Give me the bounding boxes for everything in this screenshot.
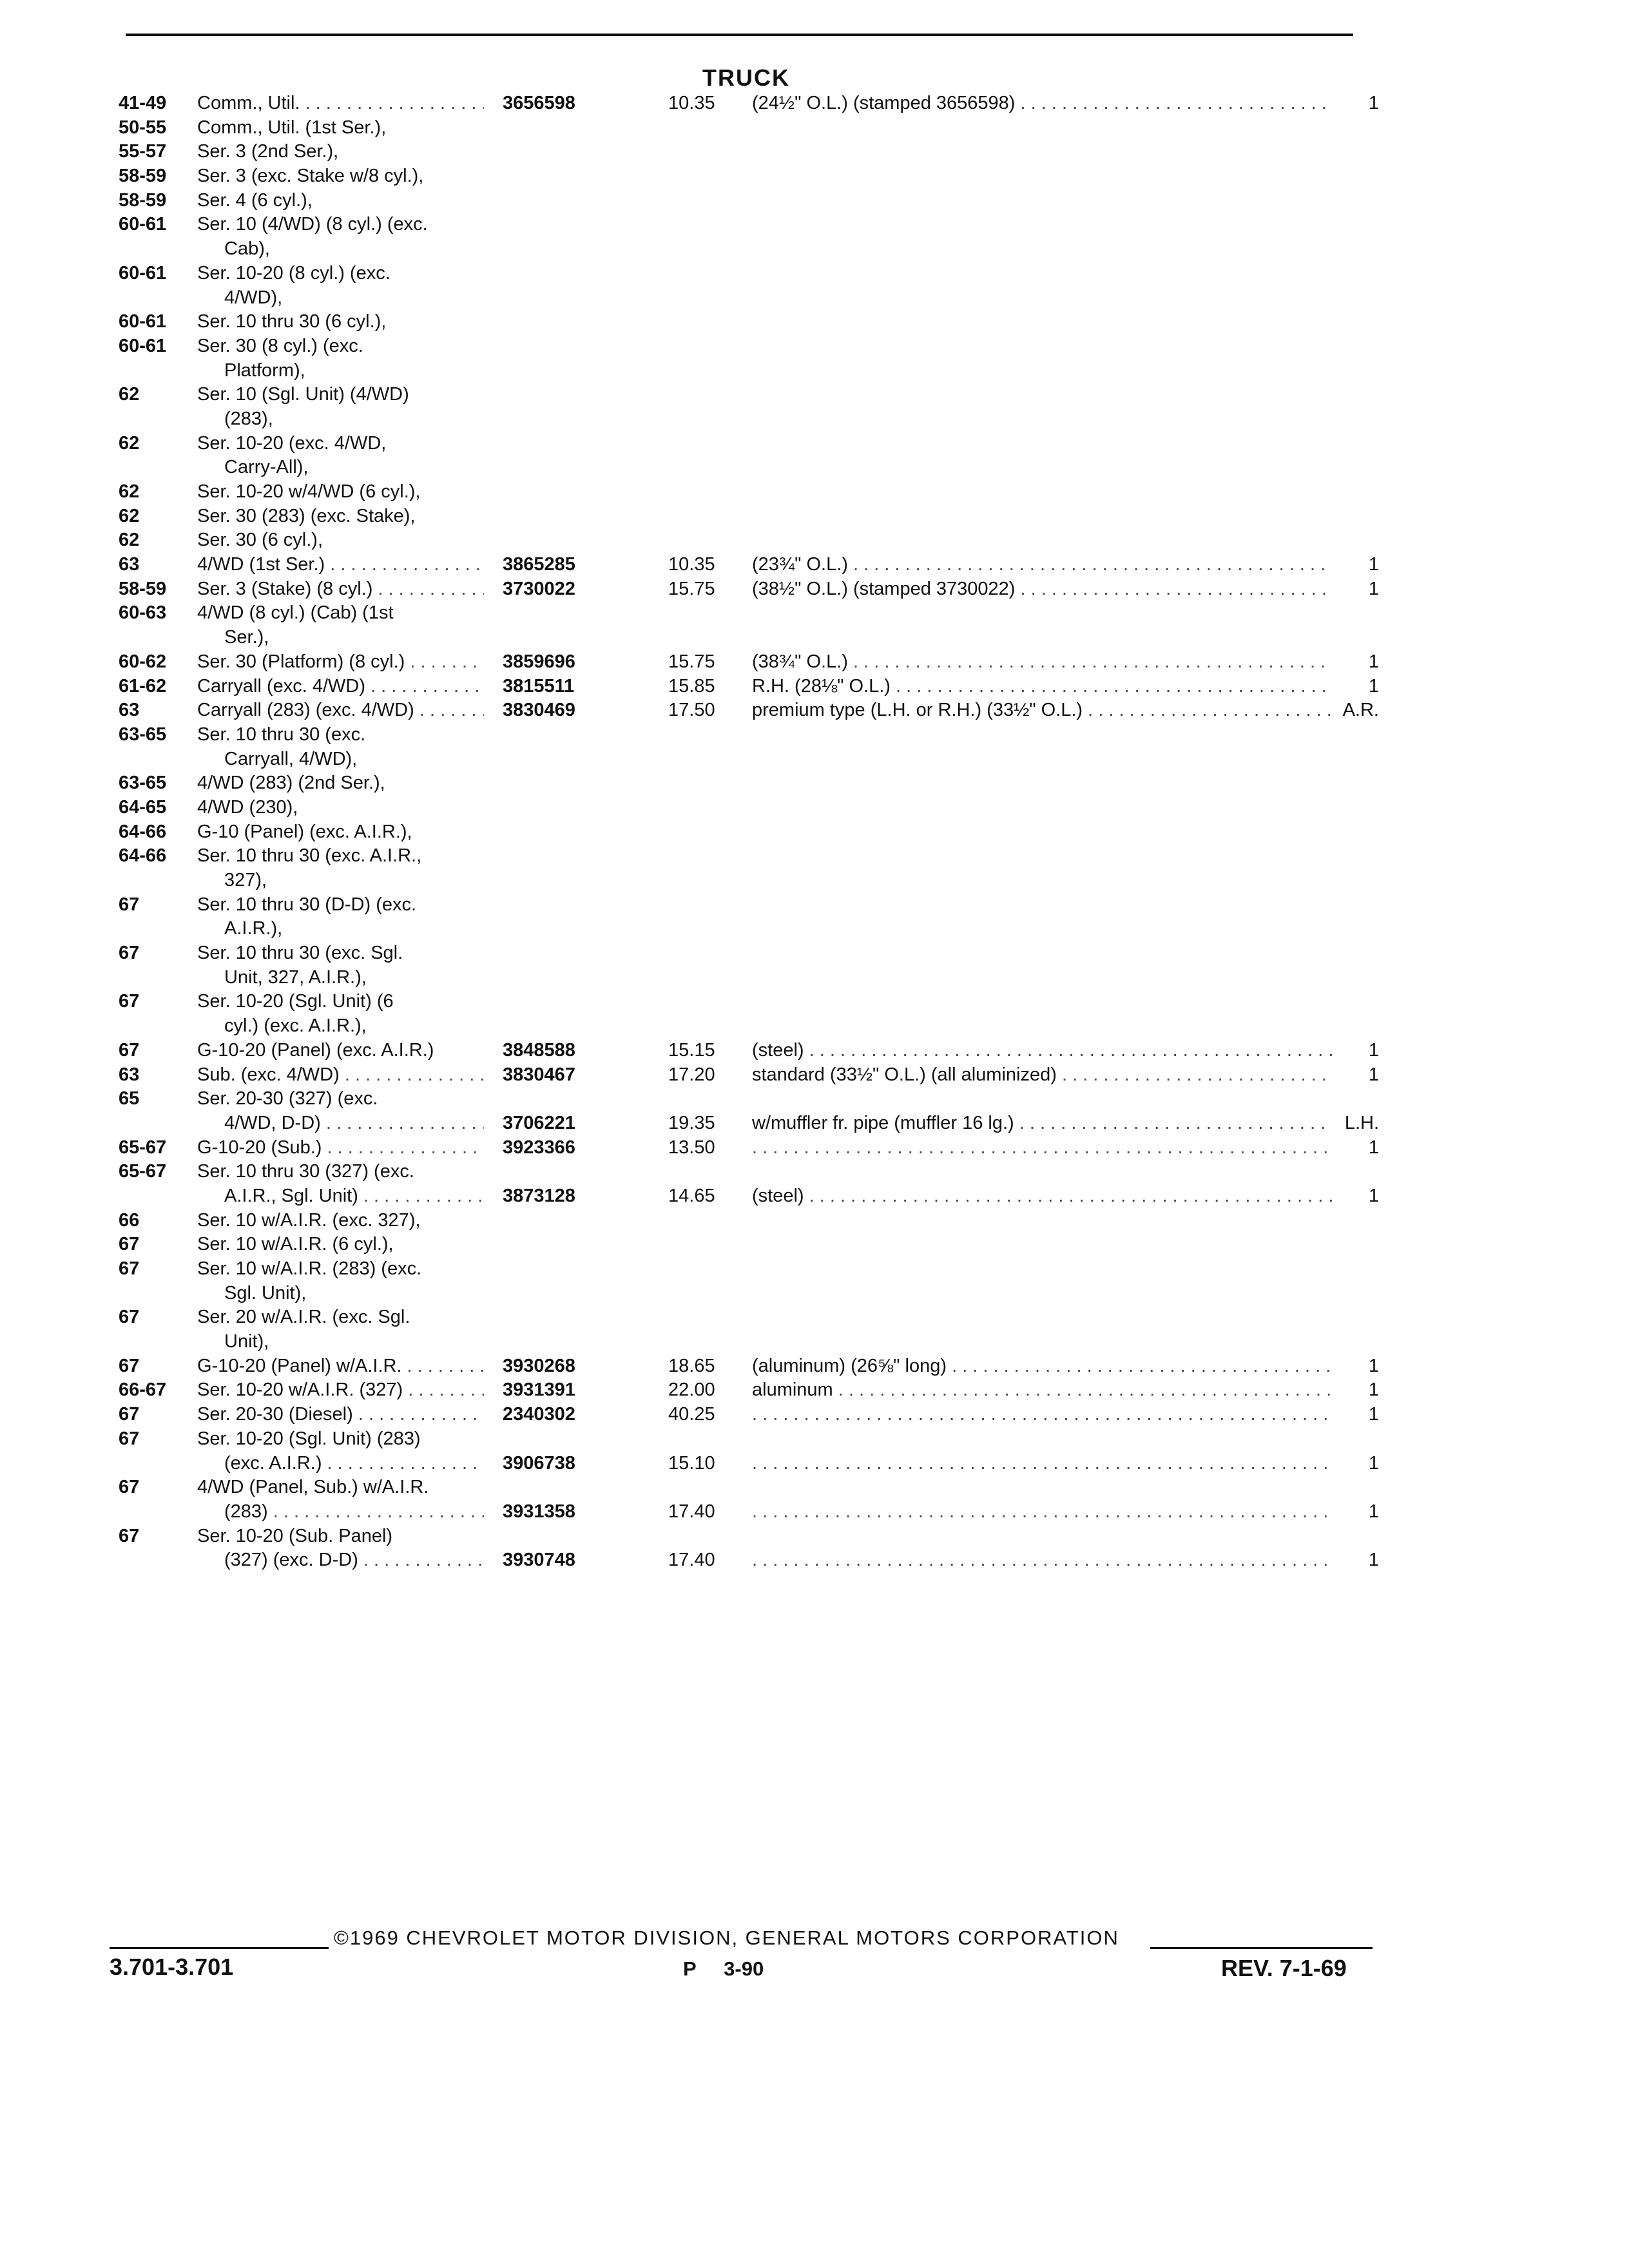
part-number: 3830467	[503, 1064, 575, 1085]
table-row	[0, 528, 1629, 553]
description: (24½" O.L.) (stamped 3656598) . . .	[752, 91, 1332, 116]
description: (38¾" O.L.) . . .	[752, 650, 1332, 675]
table-row	[0, 334, 1629, 359]
table-row	[0, 1548, 1629, 1573]
table-row	[0, 407, 1629, 432]
table-row	[0, 626, 1629, 650]
parts-list	[0, 91, 1629, 1573]
application: Ser. 30 (8 cyl.) (exc.	[197, 335, 363, 356]
part-number: 3815511	[503, 675, 575, 697]
quantity: 1	[1368, 1064, 1379, 1085]
application: Carryall (283) (exc. 4/WD) . . .	[197, 698, 484, 723]
table-row	[0, 941, 1629, 966]
application: A.I.R.),	[224, 918, 283, 939]
model-year: 60-61	[119, 262, 167, 284]
description	[752, 1403, 1332, 1427]
table-row	[0, 796, 1629, 820]
model-year: 65-67	[119, 1161, 167, 1182]
application: G-10-20 (Panel) w/A.I.R. . . .	[197, 1354, 484, 1379]
application: Ser. 10-20 w/4/WD (6 cyl.),	[197, 481, 421, 502]
model-year: 64-66	[119, 821, 167, 842]
model-year: 67	[119, 1258, 140, 1279]
part-number: 3848588	[503, 1039, 575, 1061]
model-year: 67	[119, 1477, 140, 1498]
table-row	[0, 1209, 1629, 1233]
price: 17.40	[668, 1550, 715, 1571]
table-row	[0, 869, 1629, 893]
model-year: 66-67	[119, 1379, 167, 1401]
table-row	[0, 189, 1629, 213]
page-number: P 3-90	[683, 1957, 764, 1980]
table-row	[0, 91, 1629, 116]
table-row	[0, 1063, 1629, 1088]
application: 4/WD),	[224, 287, 283, 308]
price: 40.25	[668, 1404, 715, 1425]
part-number: 3656598	[503, 93, 575, 113]
quantity: 1	[1368, 1379, 1379, 1401]
application: 4/WD (230),	[197, 796, 298, 818]
application: Ser. 10-20 (8 cyl.) (exc.	[197, 262, 390, 284]
application: Carry-All),	[224, 457, 309, 478]
model-year: 67	[119, 1234, 140, 1255]
application: 4/WD (283) (2nd Ser.),	[197, 773, 385, 794]
application: G-10 (Panel) (exc. A.I.R.),	[197, 821, 412, 842]
description: (steel) . . .	[752, 1039, 1332, 1063]
model-year: 62	[119, 432, 140, 454]
application: Ser. 3 (Stake) (8 cyl.) . . .	[197, 577, 484, 602]
price: 10.35	[668, 93, 715, 113]
quantity: L.H.	[1344, 1112, 1379, 1133]
application: 4/WD, D-D) . . .	[197, 1111, 484, 1136]
table-row	[0, 164, 1629, 189]
price: 14.65	[668, 1185, 715, 1206]
application: (283) . . .	[197, 1500, 484, 1524]
description	[752, 1500, 1332, 1524]
table-row	[0, 1475, 1629, 1500]
price: 15.75	[668, 651, 715, 672]
application: Ser.),	[224, 627, 269, 648]
table-row	[0, 1500, 1629, 1524]
description: (23¾" O.L.) . . .	[752, 553, 1332, 577]
quantity: 1	[1368, 1452, 1379, 1474]
table-row	[0, 1184, 1629, 1209]
table-row	[0, 1403, 1629, 1427]
application: Comm., Util. (1st Ser.),	[197, 117, 387, 138]
application: A.I.R., Sgl. Unit) . . .	[197, 1184, 484, 1209]
copyright-notice: ©1969 CHEVROLET MOTOR DIVISION, GENERAL MOTORS CORPORATION	[334, 1927, 1119, 1949]
application: Carryall, 4/WD),	[224, 748, 358, 769]
table-row	[0, 480, 1629, 505]
part-number: 2340302	[503, 1404, 575, 1425]
model-year: 65	[119, 1088, 140, 1110]
model-year: 58-59	[119, 189, 167, 211]
price: 22.00	[668, 1379, 715, 1401]
quantity: A.R.	[1342, 700, 1379, 721]
model-year: 67	[119, 1355, 140, 1376]
application: (283),	[224, 408, 273, 429]
description: (steel) . . .	[752, 1184, 1332, 1209]
table-row	[0, 1014, 1629, 1039]
quantity: 1	[1368, 1404, 1379, 1425]
revision-date: REV. 7-1-69	[1221, 1955, 1347, 1981]
part-number: 3930748	[503, 1550, 575, 1571]
model-year: 60-61	[119, 335, 167, 356]
table-row	[0, 213, 1629, 237]
model-year: 63	[119, 700, 140, 721]
table-row	[0, 1111, 1629, 1136]
model-year: 41-49	[119, 93, 167, 113]
application: Ser. 10-20 (Sgl. Unit) (6	[197, 991, 394, 1012]
table-row	[0, 237, 1629, 262]
application: Ser. 10 thru 30 (D-D) (exc.	[197, 894, 417, 915]
application: Cab),	[224, 238, 270, 260]
quantity: 1	[1368, 1185, 1379, 1206]
price: 17.40	[668, 1501, 715, 1522]
application: Ser. 10-20 w/A.I.R. (327) . . .	[197, 1378, 484, 1403]
application: Carryall (exc. 4/WD) . . .	[197, 675, 484, 699]
description	[752, 1548, 1332, 1573]
table-row	[0, 140, 1629, 164]
application: 4/WD (8 cyl.) (Cab) (1st	[197, 602, 394, 624]
application: 327),	[224, 870, 267, 890]
table-row	[0, 553, 1629, 577]
application: Ser. 10 w/A.I.R. (exc. 327),	[197, 1209, 421, 1231]
model-year: 62	[119, 530, 140, 551]
table-row	[0, 1160, 1629, 1184]
part-number: 3873128	[503, 1185, 575, 1206]
application: (327) (exc. D-D) . . .	[197, 1548, 484, 1573]
table-row	[0, 747, 1629, 772]
quantity: 1	[1368, 554, 1379, 575]
table-row	[0, 966, 1629, 990]
application: Ser. 10-20 (exc. 4/WD,	[197, 432, 387, 454]
table-row	[0, 1282, 1629, 1306]
table-row	[0, 359, 1629, 383]
price: 15.85	[668, 675, 715, 697]
model-year: 67	[119, 1525, 140, 1546]
quantity: 1	[1368, 651, 1379, 672]
application: Ser. 30 (Platform) (8 cyl.) . . .	[197, 650, 484, 675]
table-row	[0, 383, 1629, 407]
application: Sgl. Unit),	[224, 1282, 307, 1303]
part-number: 3830469	[503, 700, 575, 721]
quantity: 1	[1368, 1501, 1379, 1522]
application: Ser. 10 w/A.I.R. (6 cyl.),	[197, 1234, 394, 1255]
application: Ser. 10 w/A.I.R. (283) (exc.	[197, 1258, 422, 1279]
quantity: 1	[1368, 1550, 1379, 1571]
table-row	[0, 1136, 1629, 1160]
model-year: 63	[119, 1064, 140, 1085]
model-year: 58-59	[119, 166, 167, 187]
table-row	[0, 893, 1629, 918]
description	[752, 1452, 1332, 1476]
footer-rule-right	[1150, 1947, 1373, 1949]
application: G-10-20 (Panel) (exc. A.I.R.)	[197, 1039, 434, 1061]
application: (exc. A.I.R.) . . .	[197, 1452, 484, 1476]
description: R.H. (28⅛" O.L.) . . .	[752, 675, 1332, 699]
application: cyl.) (exc. A.I.R.),	[224, 1015, 367, 1037]
part-number: 3865285	[503, 554, 575, 575]
description: premium type (L.H. or R.H.) (33½" O.L.) . . .	[752, 698, 1332, 723]
application: Ser. 10 (4/WD) (8 cyl.) (exc.	[197, 214, 428, 235]
part-number: 3706221	[503, 1112, 575, 1133]
table-row	[0, 1039, 1629, 1063]
application: Ser. 10-20 (Sgl. Unit) (283)	[197, 1428, 421, 1449]
model-year: 63-65	[119, 724, 167, 745]
part-number: 3931358	[503, 1501, 575, 1522]
application: Ser. 30 (6 cyl.),	[197, 530, 323, 551]
application: 4/WD (1st Ser.) . . .	[197, 553, 484, 577]
description	[752, 1136, 1332, 1160]
model-year: 63	[119, 554, 140, 575]
table-row	[0, 917, 1629, 941]
table-row	[0, 1330, 1629, 1354]
part-number: 3930268	[503, 1355, 575, 1376]
table-row	[0, 456, 1629, 480]
table-row	[0, 601, 1629, 626]
application: Ser. 30 (283) (exc. Stake),	[197, 505, 416, 526]
price: 18.65	[668, 1355, 715, 1376]
table-row	[0, 675, 1629, 699]
description: standard (33½" O.L.) (all aluminized) . . .	[752, 1063, 1332, 1088]
table-row	[0, 505, 1629, 529]
table-row	[0, 432, 1629, 456]
model-year: 67	[119, 894, 140, 915]
application: Platform),	[224, 360, 305, 381]
application: Ser. 10 thru 30 (exc. A.I.R.,	[197, 845, 422, 867]
table-row	[0, 1354, 1629, 1379]
application: Ser. 10 (Sgl. Unit) (4/WD)	[197, 384, 409, 405]
part-number: 3931391	[503, 1379, 575, 1401]
table-row	[0, 723, 1629, 747]
model-year: 55-57	[119, 141, 167, 162]
quantity: 1	[1368, 1039, 1379, 1061]
model-year: 67	[119, 943, 140, 964]
model-year: 58-59	[119, 578, 167, 599]
table-row	[0, 1452, 1629, 1476]
price: 15.10	[668, 1452, 715, 1474]
table-row	[0, 1257, 1629, 1282]
application: Ser. 3 (2nd Ser.),	[197, 141, 339, 162]
price: 15.15	[668, 1039, 715, 1061]
application: Sub. (exc. 4/WD) . . .	[197, 1063, 484, 1088]
model-year: 64-65	[119, 796, 167, 818]
model-year: 67	[119, 1307, 140, 1328]
model-year: 50-55	[119, 117, 167, 138]
table-row	[0, 1427, 1629, 1452]
quantity: 1	[1368, 1355, 1379, 1376]
description: aluminum . . .	[752, 1378, 1332, 1403]
page-code: 3.701-3.701	[110, 1954, 234, 1980]
page-footer	[0, 1927, 1629, 2017]
application: G-10-20 (Sub.) . . .	[197, 1136, 484, 1160]
description: (aluminum) (26⅝" long) . . .	[752, 1354, 1332, 1379]
table-row	[0, 310, 1629, 334]
description: (38½" O.L.) (stamped 3730022) . . .	[752, 577, 1332, 602]
quantity: 1	[1368, 675, 1379, 697]
part-number: 3906738	[503, 1452, 575, 1474]
table-row	[0, 1233, 1629, 1257]
model-year: 60-62	[119, 651, 167, 672]
model-year: 64-66	[119, 845, 167, 867]
application: Unit, 327, A.I.R.),	[224, 966, 367, 988]
application: 4/WD (Panel, Sub.) w/A.I.R.	[197, 1477, 429, 1498]
table-row	[0, 771, 1629, 796]
model-year: 63-65	[119, 773, 167, 794]
footer-rule-left	[110, 1947, 329, 1949]
part-number: 3859696	[503, 651, 575, 672]
application: Ser. 10-20 (Sub. Panel)	[197, 1525, 393, 1546]
table-row	[0, 1524, 1629, 1549]
model-year: 67	[119, 991, 140, 1012]
model-year: 62	[119, 481, 140, 502]
application: Comm., Util. . . .	[197, 91, 484, 116]
table-row	[0, 1087, 1629, 1111]
model-year: 67	[119, 1404, 140, 1425]
model-year: 67	[119, 1428, 140, 1449]
quantity: 1	[1368, 578, 1379, 599]
model-year: 67	[119, 1039, 140, 1061]
price: 13.50	[668, 1137, 715, 1158]
quantity: 1	[1368, 93, 1379, 113]
part-number: 3730022	[503, 578, 575, 599]
model-year: 60-63	[119, 602, 167, 624]
table-row	[0, 698, 1629, 723]
application: Ser. 10 thru 30 (exc. Sgl.	[197, 943, 403, 964]
price: 19.35	[668, 1112, 715, 1133]
model-year: 60-61	[119, 214, 167, 235]
application: Ser. 10 thru 30 (6 cyl.),	[197, 311, 387, 332]
application: Ser. 20-30 (Diesel) . . .	[197, 1403, 484, 1427]
application: Ser. 3 (exc. Stake w/8 cyl.),	[197, 166, 424, 187]
table-row	[0, 262, 1629, 286]
table-row	[0, 116, 1629, 140]
table-row	[0, 1305, 1629, 1330]
model-year: 62	[119, 505, 140, 526]
application: Ser. 20 w/A.I.R. (exc. Sgl.	[197, 1307, 410, 1328]
price: 17.20	[668, 1064, 715, 1085]
table-row	[0, 844, 1629, 869]
table-row	[0, 650, 1629, 675]
model-year: 66	[119, 1209, 140, 1231]
price: 15.75	[668, 578, 715, 599]
table-row	[0, 1378, 1629, 1403]
model-year: 65-67	[119, 1137, 167, 1158]
model-year: 60-61	[119, 311, 167, 332]
application: Unit),	[224, 1331, 269, 1352]
application: Ser. 10 thru 30 (327) (exc.	[197, 1161, 414, 1182]
application: Ser. 20-30 (327) (exc.	[197, 1088, 378, 1110]
table-row	[0, 990, 1629, 1014]
model-year: 61-62	[119, 675, 167, 697]
model-year: 62	[119, 384, 140, 405]
table-row	[0, 577, 1629, 602]
application: Ser. 10 thru 30 (exc.	[197, 724, 366, 745]
price: 10.35	[668, 554, 715, 575]
part-number: 3923366	[503, 1137, 575, 1158]
description: w/muffler fr. pipe (muffler 16 lg.) . . .	[752, 1111, 1332, 1136]
table-row	[0, 286, 1629, 311]
quantity: 1	[1368, 1137, 1379, 1158]
application: Ser. 4 (6 cyl.),	[197, 189, 313, 211]
section-title: TRUCK	[702, 64, 790, 91]
price: 17.50	[668, 700, 715, 721]
table-row	[0, 820, 1629, 845]
top-rule	[126, 34, 1353, 36]
